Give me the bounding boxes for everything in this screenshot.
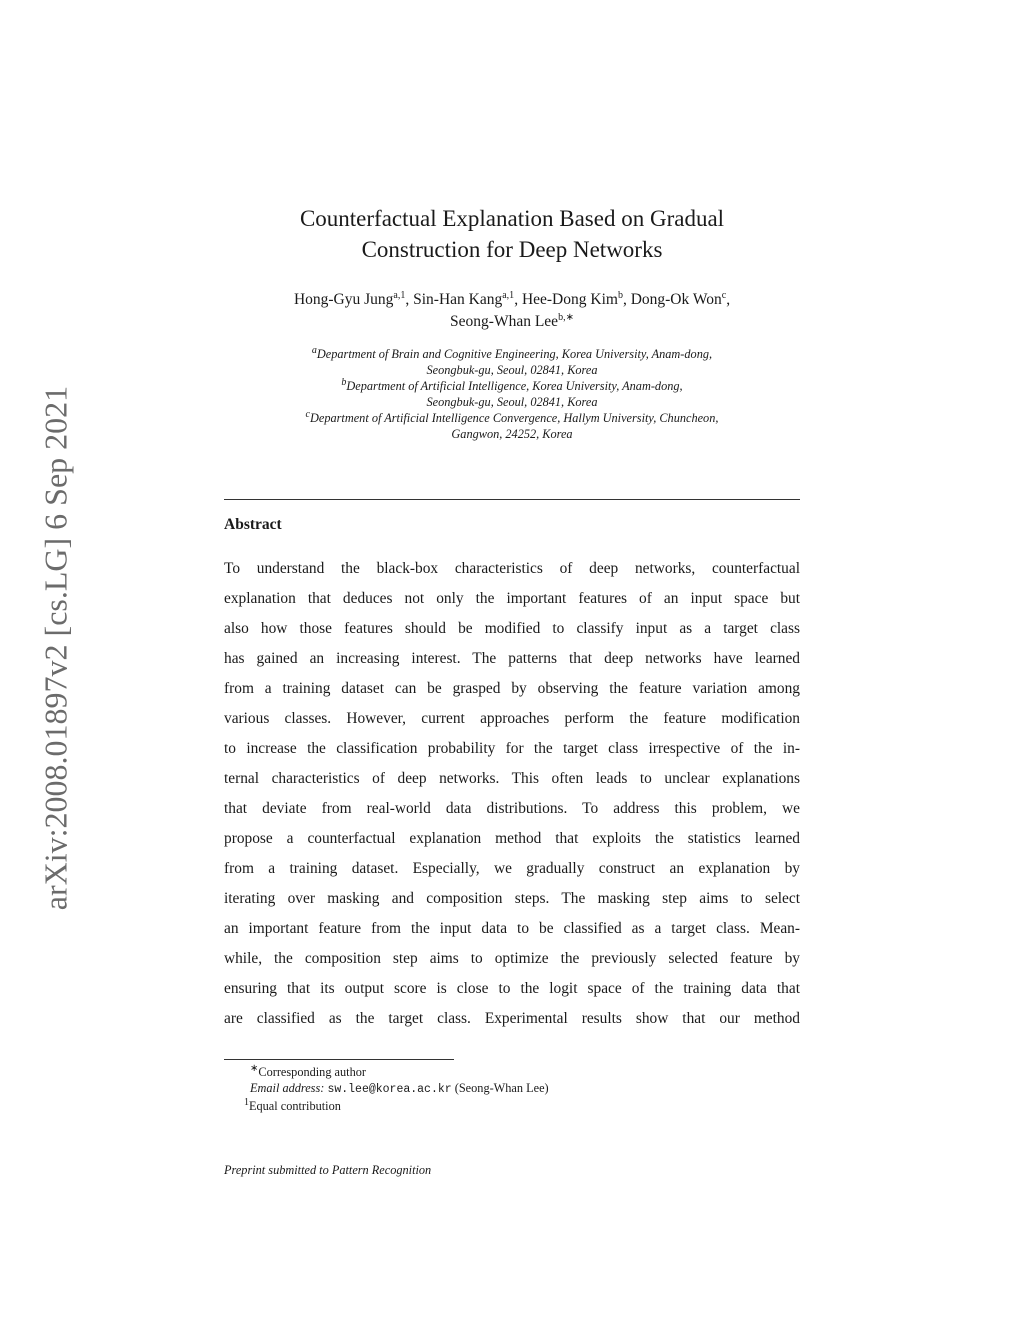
affiliation-text: Department of Brain and Cognitive Engineering, Korea University, Anam-dong, bbox=[316, 347, 713, 361]
footnotes bbox=[224, 1064, 800, 1114]
author-name: Hee-Dong Kim bbox=[521, 291, 618, 308]
abstract-line: ensuring that its output score is close to the logit space of the training data that bbox=[224, 980, 800, 997]
abstract-line: has gained an increasing interest. The patterns that deep networks have learned bbox=[224, 650, 800, 667]
author-affil-mark: b bbox=[617, 289, 623, 301]
affiliation-a-cont: Seongbuk-gu, Seoul, 02841, Korea bbox=[426, 363, 598, 377]
footnote-mark: ∗ bbox=[250, 1062, 259, 1074]
author-affil-mark: a,1 bbox=[502, 289, 515, 301]
abstract-heading: Abstract bbox=[224, 516, 282, 533]
footnote-equal bbox=[224, 1098, 800, 1114]
affiliation-text: Department of Artificial Intelligence, Korea University, Anam-dong, bbox=[346, 379, 683, 393]
preprint-note: Preprint submitted to Pattern Recognition bbox=[224, 1163, 432, 1177]
affiliation-b-cont: Seongbuk-gu, Seoul, 02841, Korea bbox=[426, 395, 598, 409]
abstract-line: ternal characteristics of deep networks. This often leads to unclear explanations bbox=[224, 770, 800, 787]
abstract-line: iterating over masking and composition steps. The masking step aims to select bbox=[224, 890, 800, 907]
abstract-line: from a training dataset can be grasped by observing the feature variation among bbox=[224, 680, 800, 697]
email-owner: (Seong-Whan Lee) bbox=[454, 1081, 549, 1095]
footnote-email bbox=[224, 1080, 800, 1098]
abstract-line: various classes. However, current approaches perform the feature modification bbox=[224, 710, 800, 727]
author-name: Sin-Han Kang bbox=[413, 291, 503, 308]
abstract-body bbox=[224, 554, 800, 1034]
author-name: Dong-Ok Won bbox=[630, 291, 722, 308]
arxiv-identifier: arXiv:2008.01897v2 [cs.LG] 6 Sep 2021 bbox=[37, 385, 74, 911]
email-link[interactable]: sw.lee@korea.ac.kr bbox=[327, 1083, 452, 1096]
affiliation-mark: a bbox=[311, 344, 317, 356]
paper-title bbox=[212, 203, 812, 265]
abstract-line: an important feature from the input data to be classified as a target class. Mean- bbox=[224, 920, 800, 937]
abstract-line: are classified as the target class. Experimental results show that our method bbox=[224, 1010, 800, 1027]
affiliations bbox=[222, 346, 802, 442]
affiliation-a bbox=[222, 346, 802, 362]
email-label: Email address: bbox=[250, 1081, 325, 1095]
author-affil-mark: b,∗ bbox=[558, 311, 574, 323]
abstract-line: also how those features should be modified to classify input as a target class bbox=[224, 620, 800, 637]
author-affil-mark: c bbox=[721, 289, 727, 301]
abstract-line: to increase the classification probability for the target class irrespective of the in- bbox=[224, 740, 800, 757]
affiliation-b bbox=[222, 378, 802, 394]
abstract-line: To understand the black-box characteristics of deep networks, counterfactual bbox=[224, 560, 800, 577]
footnote-rule bbox=[224, 1059, 454, 1060]
abstract-line: from a training dataset. Especially, we gradually construct an explanation by bbox=[224, 860, 800, 877]
footnote-mark: 1 bbox=[244, 1096, 249, 1108]
affiliation-c-cont: Gangwon, 24252, Korea bbox=[451, 427, 573, 441]
author-name: Hong-Gyu Jung bbox=[293, 291, 394, 308]
author-line bbox=[222, 311, 802, 333]
footnote-corresponding bbox=[224, 1064, 800, 1080]
abstract-line: explanation that deduces not only the important features of an input space but bbox=[224, 590, 800, 607]
affiliation-text: Department of Artificial Intelligence Convergence, Hallym University, Chuncheon, bbox=[310, 411, 719, 425]
title-line: Counterfactual Explanation Based on Gradual bbox=[299, 206, 725, 231]
footnote-text: Equal contribution bbox=[249, 1099, 341, 1113]
affiliation-c bbox=[222, 410, 802, 426]
author-affil-mark: a,1 bbox=[393, 289, 406, 301]
footnote-text: Corresponding author bbox=[258, 1065, 366, 1079]
author-line: Hong-Gyu Jung$^{a,1}$, Sin-Han Kang$^{a,1}$, Hee-Dong Kim$^b$, Dong-Ok Won$^c$, bbox=[293, 289, 731, 308]
abstract-top-rule bbox=[224, 499, 800, 500]
abstract-line: while, the composition step aims to optimize the previously selected feature by bbox=[224, 950, 800, 967]
abstract-line: that deviate from real-world data distributions. To address this problem, we bbox=[224, 800, 800, 817]
affiliation-mark: b bbox=[341, 376, 347, 388]
abstract-line: propose a counterfactual explanation method that exploits the statistics learned bbox=[224, 830, 800, 847]
author-name: Seong-Whan Lee bbox=[450, 313, 559, 330]
title-line: Construction for Deep Networks bbox=[361, 237, 663, 262]
affiliation-mark: c bbox=[305, 408, 310, 420]
author-list bbox=[222, 289, 802, 333]
